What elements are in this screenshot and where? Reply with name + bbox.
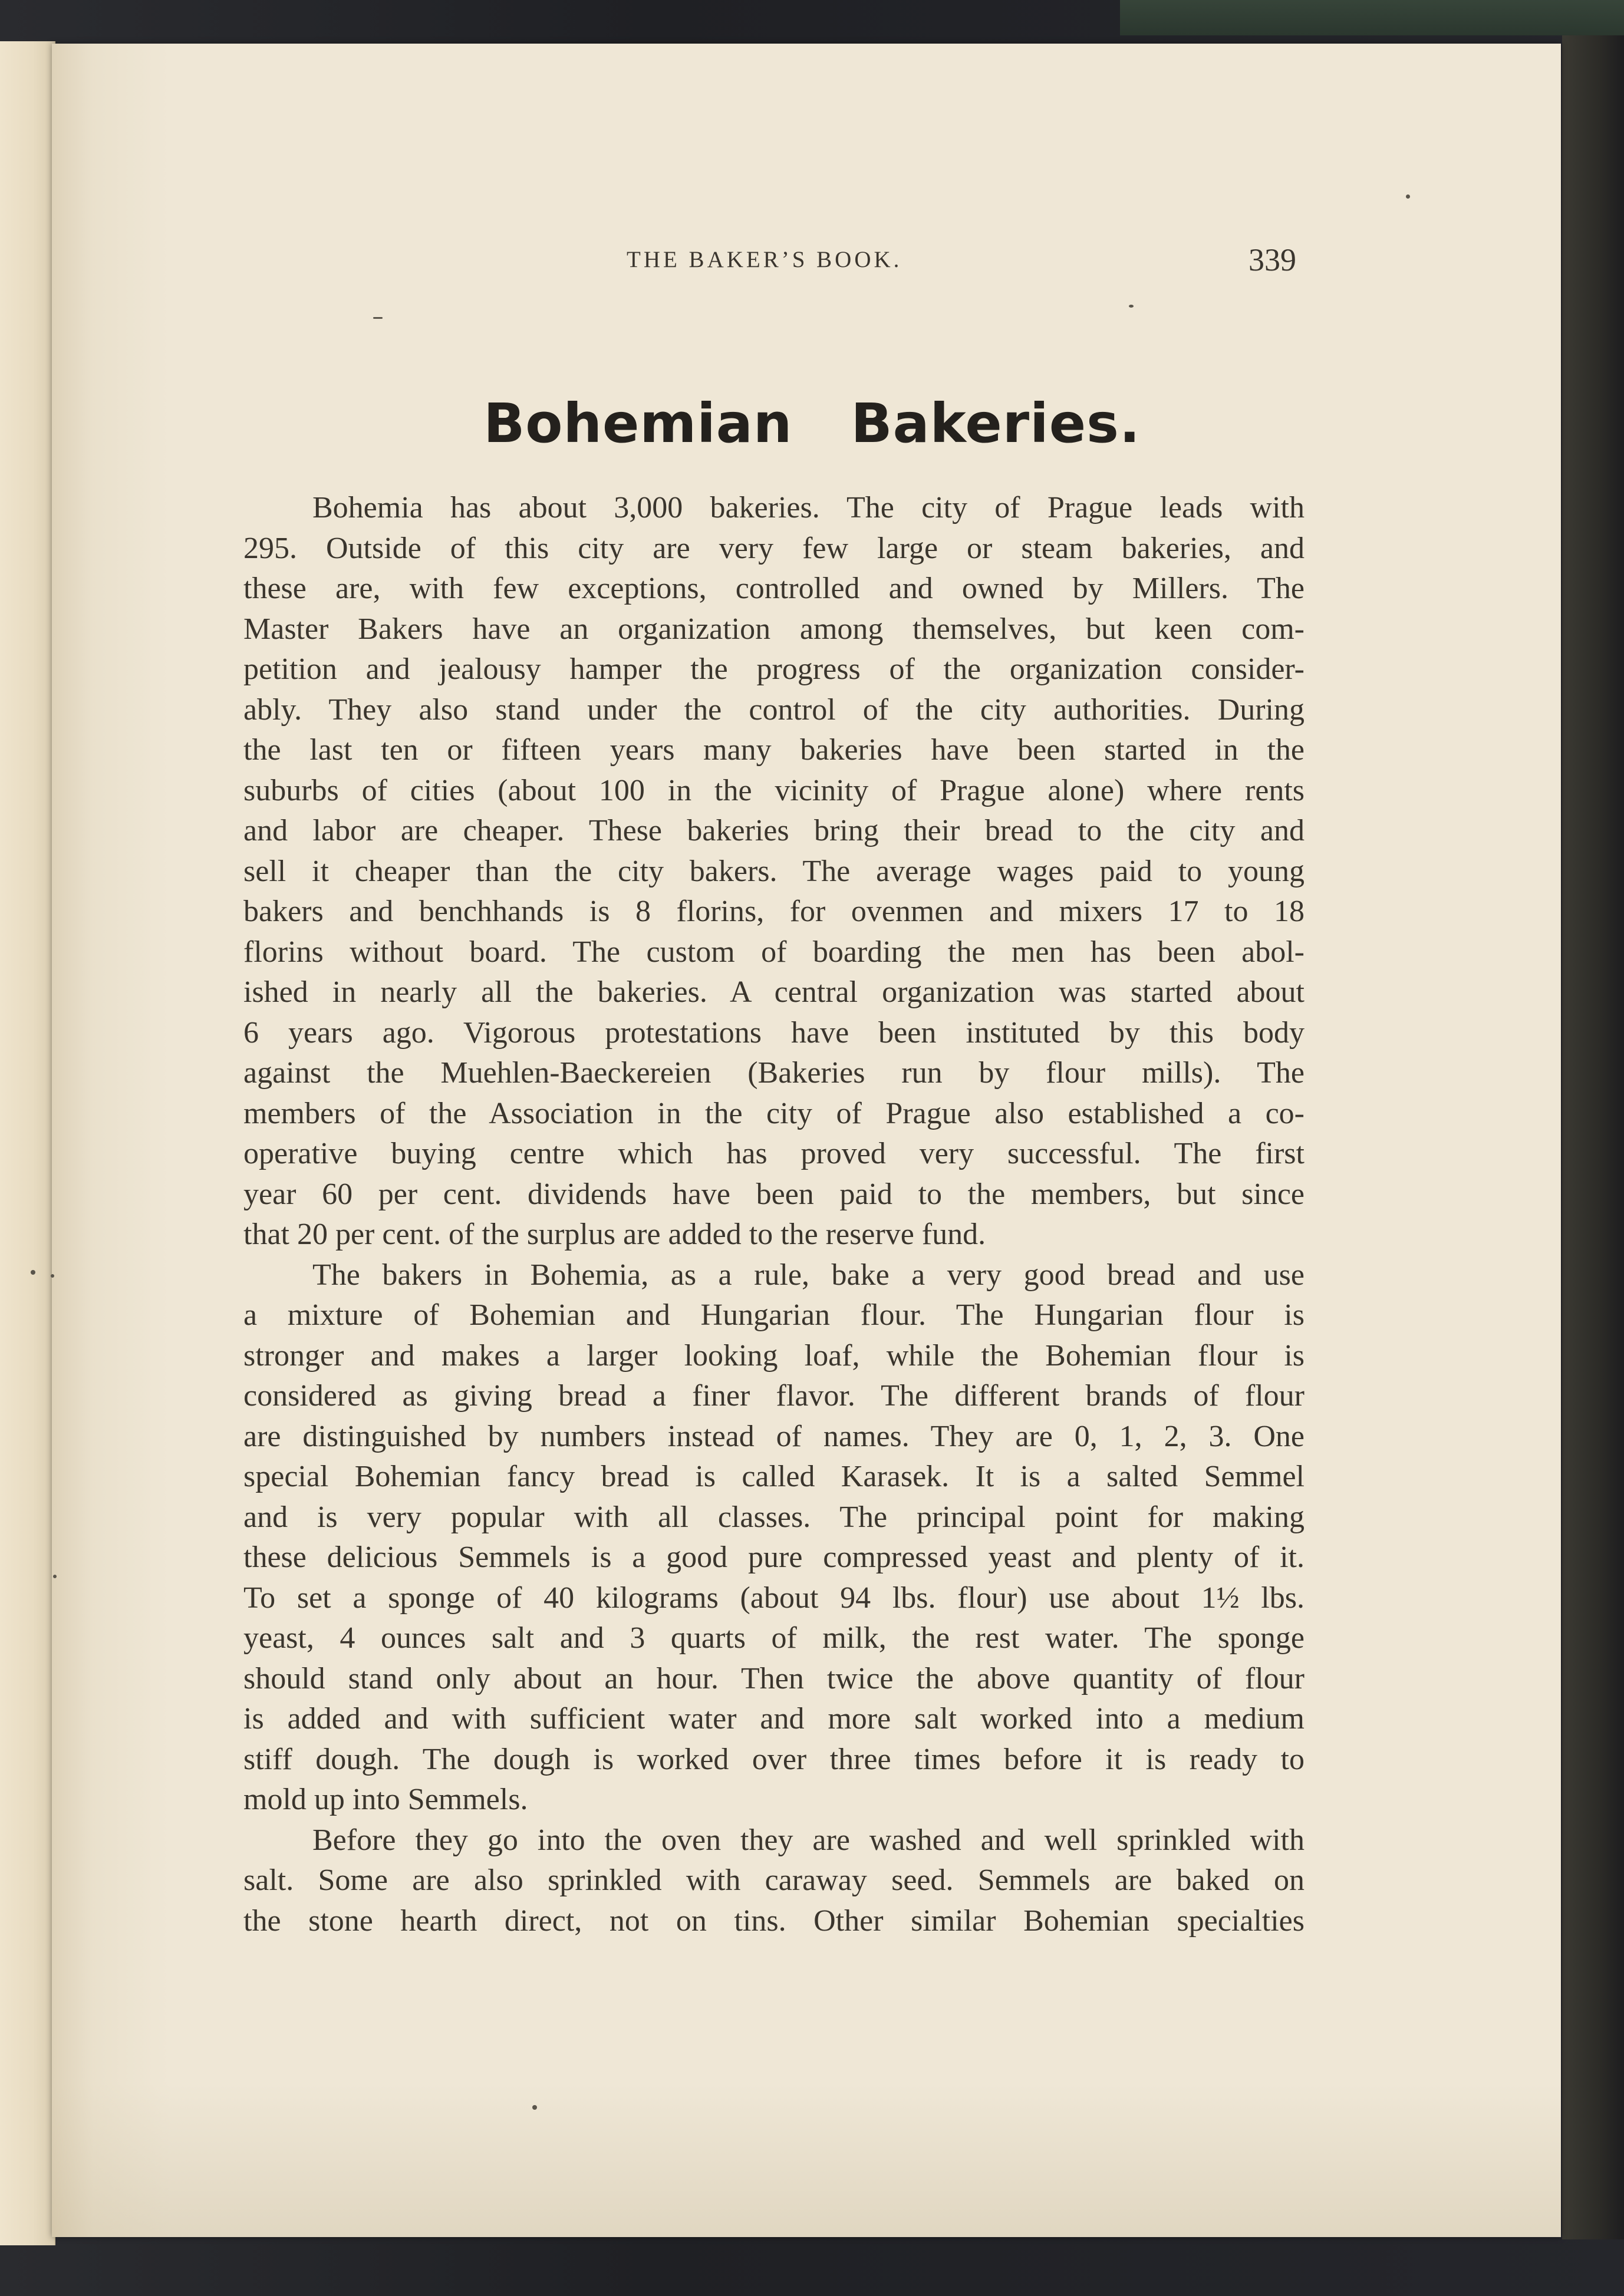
text-line: The bakers in Bohemia, as a rule, bake a very good bread and use [312, 1258, 1305, 1292]
text-line: ished in nearly all the bakeries. A central organization was started about [243, 975, 1305, 1009]
text-line: the stone hearth direct, not on tins. Other similar Bohemian specialties [243, 1904, 1305, 1938]
text-line: To set a sponge of 40 kilograms (about 94 lbs. flour) use about 1½ lbs. [243, 1581, 1305, 1615]
text-line: that 20 per cent. of the surplus are added to the reserve fund. [243, 1218, 986, 1251]
scan-speck [51, 1274, 54, 1278]
text-line: Master Bakers have an organization among themselves, but keen com- [243, 612, 1305, 646]
book-cover-edge-right [1562, 35, 1624, 2239]
text-line: suburbs of cities (about 100 in the vicinity of Prague alone) where rents [243, 773, 1305, 807]
scan-speck [532, 2105, 537, 2110]
text-line: these delicious Semmels is a good pure compressed yeast and plenty of it. [243, 1540, 1305, 1574]
text-line: and is very popular with all classes. The principal point for making [243, 1500, 1305, 1534]
text-line: is added and with sufficient water and more salt worked into a medium [243, 1702, 1305, 1736]
text-line: the last ten or fifteen years many bakeries have been started in the [243, 733, 1305, 767]
text-line: mold up into Semmels. [243, 1783, 528, 1816]
text-line: these are, with few exceptions, controlled and owned by Millers. The [243, 572, 1305, 605]
text-line: bakers and benchhands is 8 florins, for ovenmen and mixers 17 to 18 [243, 895, 1305, 928]
running-title: THE BAKER’S BOOK. [627, 247, 902, 272]
scan-speck [1406, 194, 1410, 199]
text-line: stiff dough. The dough is worked over three times before it is ready to [243, 1742, 1305, 1776]
text-line: yeast, 4 ounces salt and 3 quarts of milk, the rest water. The sponge [243, 1621, 1305, 1655]
text-line: should stand only about an hour. Then twice the above quantity of flour [243, 1661, 1305, 1695]
text-line: Before they go into the oven they are washed and well sprinkled with [312, 1823, 1305, 1857]
article-title: Bohemian Bakeries. [483, 392, 1141, 455]
article-body [243, 488, 1305, 1941]
text-line: a mixture of Bohemian and Hungarian flour. The Hungarian flour is [243, 1298, 1305, 1332]
scan-speck [53, 1575, 57, 1578]
text-line: year 60 per cent. dividends have been paid to the members, but since [243, 1177, 1305, 1211]
text-line: special Bohemian fancy bread is called Karasek. It is a salted Semmel [243, 1460, 1305, 1493]
book-cover-edge-top [1120, 0, 1624, 35]
text-line: stronger and makes a larger looking loaf, while the Bohemian flour is [243, 1338, 1305, 1373]
text-line: florins without board. The custom of boarding the men has been abol- [243, 935, 1305, 969]
text-line: Bohemia has about 3,000 bakeries. The city of Prague leads with [312, 491, 1305, 524]
text-line: and labor are cheaper. These bakeries bring their bread to the city and [243, 814, 1305, 847]
text-line: 6 years ago. Vigorous protestations have been instituted by this body [243, 1015, 1305, 1050]
text-line: against the Muehlen-Baeckereien (Bakeries run by flour mills). The [243, 1056, 1305, 1090]
facing-page-edge [0, 41, 55, 2245]
text-line: petition and jealousy hamper the progress of the organization consider- [243, 652, 1305, 686]
text-line: are distinguished by numbers instead of names. They are 0, 1, 2, 3. One [243, 1419, 1305, 1453]
scan-speck [373, 317, 383, 319]
scan-speck [1129, 305, 1134, 308]
text-line: operative buying centre which has proved very successful. The first [243, 1137, 1305, 1170]
text-line: considered as giving bread a finer flavor. The different brands of flour [243, 1379, 1305, 1413]
text-line: sell it cheaper than the city bakers. The average wages paid to young [243, 854, 1305, 888]
running-header [0, 242, 1624, 282]
scan-speck [31, 1270, 35, 1275]
text-line: salt. Some are also sprinkled with caraway seed. Semmels are baked on [243, 1863, 1305, 1897]
text-line: ably. They also stand under the control of the city authorities. During [243, 692, 1305, 727]
page-number: 339 [1249, 242, 1296, 278]
text-line: members of the Association in the city of Prague also established a co- [243, 1096, 1305, 1130]
text-line: 295. Outside of this city are very few large or steam bakeries, and [243, 531, 1305, 565]
